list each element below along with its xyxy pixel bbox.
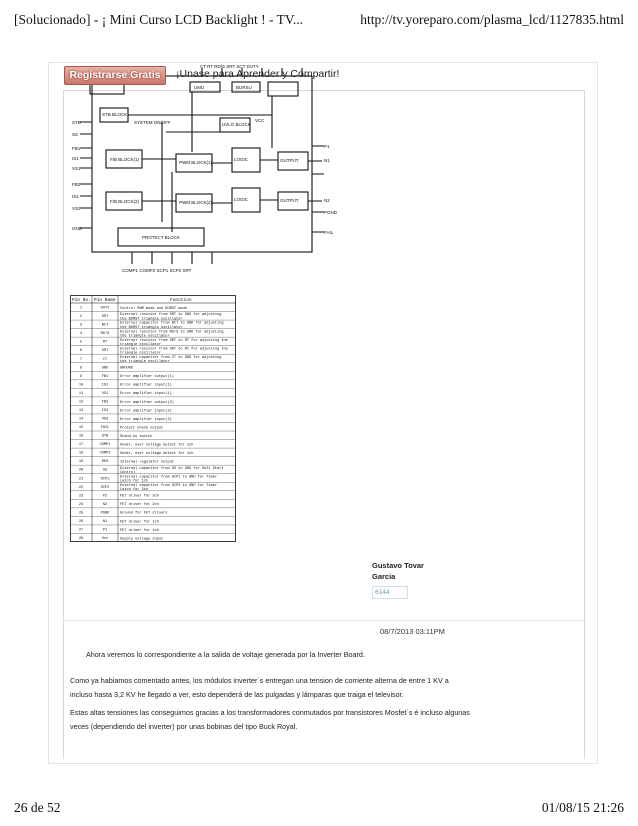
table-header-cell: Function [170, 298, 192, 303]
svg-text:6: 6 [79, 349, 83, 354]
svg-text:Error amplifier input(1): Error amplifier input(1) [120, 392, 172, 397]
svg-text:GROUND: GROUND [120, 366, 133, 371]
table-header-cell: Pin No. [72, 298, 91, 303]
svg-text:Latch for 1ch: Latch for 1ch [120, 479, 149, 484]
diagram-pin-ss: SS [72, 132, 79, 137]
block-diagram [72, 62, 340, 276]
svg-text:9: 9 [79, 374, 83, 379]
svg-text:COMP1: COMP1 [99, 443, 111, 448]
table-header-cell: Pin Name [94, 298, 116, 303]
svg-text:12: 12 [78, 400, 84, 405]
author-card [372, 560, 442, 604]
svg-text:SCP2: SCP2 [100, 485, 110, 490]
svg-text:19: 19 [78, 460, 84, 465]
svg-text:the BURST triangle oscillator: the BURST triangle oscillator [120, 317, 183, 322]
svg-text:1: 1 [79, 306, 83, 311]
svg-text:4: 4 [79, 332, 83, 337]
svg-text:Internal regulator output: Internal regulator output [120, 460, 174, 465]
svg-text:External resistor from SRT to: External resistor from SRT to GND for adjusting [120, 313, 222, 318]
svg-text:FET driver for 2ch: FET driver for 2ch [120, 494, 159, 499]
register-button[interactable]: Registrarse Gratis [64, 66, 166, 85]
svg-text:21: 21 [78, 477, 84, 482]
diagram-pin-fb1: FB1 [72, 146, 81, 151]
print-footer [14, 800, 624, 818]
print-timestamp: 01/08/15 21:26 [541, 800, 624, 815]
diagram-system: SYSTEM ON/OFF [134, 120, 171, 125]
svg-text:Control PWM mode and BURST mod: Control PWM mode and BURST mode [120, 306, 187, 311]
svg-text:the triangle oscillator: the triangle oscillator [120, 360, 170, 365]
svg-text:27: 27 [78, 528, 84, 533]
svg-text:16: 16 [78, 434, 84, 439]
svg-text:Under, over voltage detect for: Under, over voltage detect for 1ch [120, 451, 194, 456]
pin-function-table [70, 295, 236, 542]
svg-text:IS2: IS2 [101, 408, 109, 413]
svg-text:Latch for 2ch: Latch for 2ch [120, 488, 149, 493]
svg-text:13: 13 [78, 408, 84, 413]
svg-text:Error amplifier input(1): Error amplifier input(1) [120, 383, 172, 388]
svg-text:25: 25 [78, 511, 84, 516]
diagram-vcc: VCC [255, 118, 265, 123]
post-paragraph-2: Como ya habiamos comentado antes, los módulos inverter´s entregan una tension de corriente alterna de entre 1 KV a incluso hasta 3,2 KV he llegado a ver, esto dependerá de las pulgadas y lámparas que traiga el televisor. [70, 676, 449, 699]
svg-text:2: 2 [79, 315, 83, 320]
svg-text:FET driver for 2ch: FET driver for 2ch [120, 503, 159, 508]
register-slogan: ¡Unase para Aprender y Compartir! [176, 68, 340, 80]
svg-text:5: 5 [79, 340, 83, 345]
svg-text:18: 18 [78, 451, 84, 456]
diagram-pin-is2: IS2 [72, 194, 79, 199]
svg-text:FET driver for 1ch: FET driver for 1ch [120, 520, 159, 525]
svg-text:SCP1: SCP1 [100, 477, 110, 482]
svg-text:7: 7 [79, 357, 83, 362]
svg-text:SS: SS [102, 468, 108, 473]
diagram-pwm2: PWM BLOCK(2) [179, 200, 213, 205]
svg-text:STB: STB [101, 434, 109, 439]
svg-text:External resistor from SRT to: External resistor from SRT to RT for adjusting the [120, 338, 228, 343]
diagram-pin-n1: N1 [324, 158, 330, 163]
svg-text:3: 3 [79, 323, 83, 328]
svg-text:triangle oscillator: triangle oscillator [120, 343, 161, 348]
svg-text:P1: P1 [102, 528, 108, 533]
svg-text:22: 22 [78, 485, 84, 490]
diagram-umu: UMU [194, 85, 205, 90]
svg-text:8: 8 [79, 366, 83, 371]
diagram-pin-stb: STB [72, 120, 81, 125]
svg-text:SRT: SRT [101, 349, 109, 354]
svg-text:Error amplifier output(1): Error amplifier output(1) [120, 375, 174, 380]
svg-text:15: 15 [78, 426, 84, 431]
svg-text:External capacitor from CT to: External capacitor from CT to GND for adjusting [120, 355, 222, 360]
post-paragraph-1: Ahora veremos lo correspondiente a la salida de voltaje generada por la Inverter Board. [86, 650, 365, 659]
diagram-uvlo: UVLO BLOCK [222, 122, 251, 127]
post-paragraph-3: Estas altas tensiones las conseguimos gracias a los transformadores conmutados por transistores Mosfet´s é incluso algunas veces (dependiendo del inverter) por unas bobinas del tipo Buck Royal. [70, 708, 470, 731]
svg-text:DUTY: DUTY [100, 306, 110, 311]
svg-text:FET driver for 1ch: FET driver for 1ch [120, 528, 159, 533]
svg-text:triangle oscillator: triangle oscillator [120, 351, 161, 356]
svg-text:17: 17 [78, 443, 84, 448]
svg-text:FB1: FB1 [101, 374, 109, 379]
svg-text:External capacitor from SCP1 t: External capacitor from SCP1 to GND for Timer [120, 475, 218, 480]
svg-text:Vcc: Vcc [101, 537, 109, 542]
svg-text:Supply voltage input: Supply voltage input [120, 537, 164, 542]
diagram-pin-is1: IS1 [72, 156, 79, 161]
svg-text:10: 10 [78, 383, 84, 388]
svg-text:External capacitor from BCT to: External capacitor from BCT to GND for adjusting [120, 321, 224, 326]
diagram-pin-fb2: FB2 [72, 182, 81, 187]
svg-text:Error amplifier input(2): Error amplifier input(2) [120, 409, 172, 414]
diagram-pin-fail: FAIL [324, 230, 334, 235]
svg-text:External resistor from RD/S to: External resistor from RD/S to GND for adjusting [120, 330, 224, 335]
svg-text:BCT: BCT [101, 323, 109, 328]
diagram-bottom-pins: COMP1 COMP2 SCP1 SCP2 SRT [122, 268, 192, 273]
svg-text:FAIL: FAIL [100, 426, 110, 431]
diagram-pin-gnd: GND [72, 226, 82, 231]
svg-text:P2: P2 [102, 494, 108, 499]
diagram-pin-p1: P1 [324, 144, 330, 149]
svg-text:GND: GND [101, 366, 109, 371]
header-url: http://tv.yoreparo.com/plasma_lcd/1127835.html [360, 12, 624, 27]
svg-text:11: 11 [78, 391, 84, 396]
diagram-bursu: BURSU [236, 85, 252, 90]
svg-text:23: 23 [78, 494, 84, 499]
diagram-out1: OUTPUT [280, 158, 299, 163]
svg-text:VS1: VS1 [101, 391, 109, 396]
svg-text:N2: N2 [102, 502, 108, 507]
svg-text:FB2: FB2 [101, 400, 109, 405]
svg-text:Protect check output: Protect check output [120, 426, 164, 431]
svg-text:CT: CT [102, 357, 108, 362]
diagram-out2: OUTPUT [280, 198, 299, 203]
svg-text:Ground for FET drivers: Ground for FET drivers [120, 511, 168, 516]
diagram-pin-vs2: VS2 [72, 206, 81, 211]
svg-text:the BURST triangle oscillator: the BURST triangle oscillator [120, 326, 183, 331]
svg-text:PGND: PGND [100, 511, 110, 516]
svg-text:RD/S: RD/S [100, 332, 110, 337]
author-post-count: 6144 [372, 586, 408, 599]
post-separator [63, 620, 583, 621]
svg-text:N1: N1 [102, 519, 108, 524]
page-count: 26 de 52 [14, 800, 61, 815]
svg-text:External capacitor from SCP2 t: External capacitor from SCP2 to GND for Timer [120, 483, 218, 488]
svg-text:External resistor from SRT to: External resistor from SRT to RT for adjusting the [120, 347, 228, 352]
diagram-protect: PROTECT BLOCK [142, 235, 180, 240]
svg-text:Control: Control [120, 471, 136, 476]
diagram-pin-vs1: VS1 [72, 166, 81, 171]
diagram-fb1: F/B BLOCK(1) [110, 157, 140, 162]
svg-text:SRT: SRT [101, 315, 109, 320]
diagram-pin-pgnd: PGND [324, 210, 338, 215]
svg-text:14: 14 [78, 417, 84, 422]
header-title: [Solucionado] - ¡ Mini Curso LCD Backlight ! - TV... [14, 12, 303, 27]
svg-text:24: 24 [78, 502, 84, 507]
diagram-pin-ct: CT RT RD/S SRT SCT DUTY [200, 64, 259, 69]
diagram-pin-n2: N2 [324, 198, 330, 203]
svg-text:26: 26 [78, 519, 84, 524]
diagram-stb-block: STB BLOCK [102, 112, 128, 117]
svg-text:Under, over voltage detect for: Under, over voltage detect for 1ch [120, 443, 194, 448]
svg-text:Stand-by switch: Stand-by switch [120, 434, 153, 439]
svg-text:Error amplifier output(2): Error amplifier output(2) [120, 400, 174, 405]
svg-text:RT: RT [102, 340, 108, 345]
svg-text:COMP2: COMP2 [99, 451, 111, 456]
svg-text:the triangle oscillator: the triangle oscillator [120, 334, 170, 339]
svg-text:External capacitor from SS to: External capacitor from SS to GND for Soft Start [120, 466, 224, 471]
svg-text:VS2: VS2 [101, 417, 109, 422]
svg-text:28: 28 [78, 537, 84, 542]
diagram-logic1: LOGIC [234, 157, 249, 162]
svg-text:IS1: IS1 [101, 383, 109, 388]
svg-text:Error amplifier input(2): Error amplifier input(2) [120, 417, 172, 422]
svg-text:20: 20 [78, 468, 84, 473]
svg-text:REG: REG [101, 460, 109, 465]
post-date: 08/7/2013 03:11PM [380, 627, 445, 636]
author-name[interactable]: Gustavo Tovar Garcia [372, 561, 424, 581]
diagram-logic2: LOGIC [234, 197, 249, 202]
diagram-fb2: F/B BLOCK(2) [110, 199, 140, 204]
diagram-pwm1: PWM BLOCK(1) [179, 160, 213, 165]
print-header [14, 12, 624, 30]
